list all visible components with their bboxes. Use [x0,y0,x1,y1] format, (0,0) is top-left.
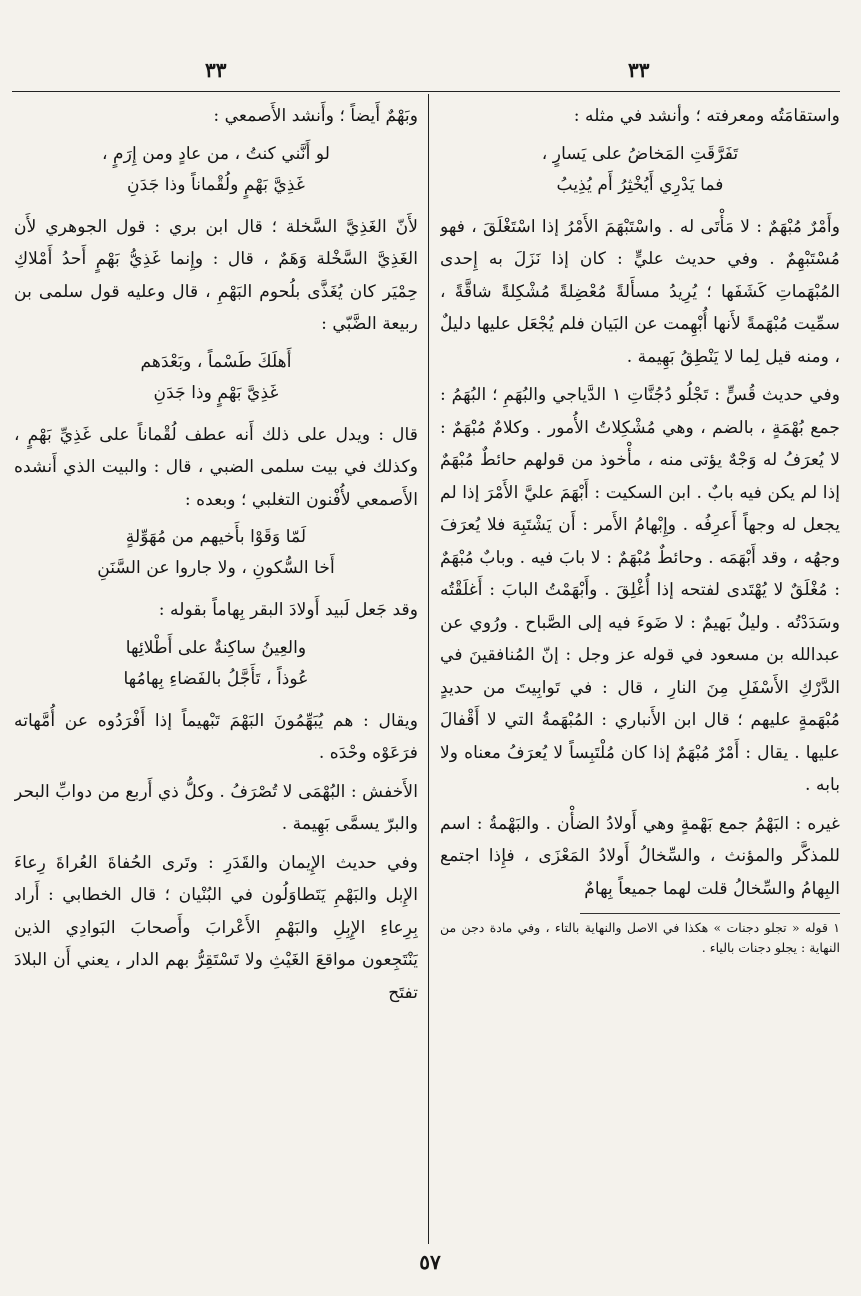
column-divider [428,94,429,1244]
paragraph: ويقال : هم يُبَهِّمُونَ البَهْمَ تَبْهيماً إذا أَفْرَدُوه عن أُمَّهاته فرَعَوْه وحْدَه . [14,710,418,763]
right-page-number: ٣٣ [628,58,650,82]
paragraph: وأَمْرٌ مُبْهَمٌ : لا مَأْتَى له . واسْتَبْهَمَ الأَمْرُ إذا اسْتَغْلَقَ ، فهو مُسْتَبْهِمٌ . وفي حديث عليٍّ : كان إذا نَزَلَ به إِحدى المُبْهَماتِ كَشَفَها ؛ يُرِيدُ مسأَلةً مُعْضِلةً مُشْكِلةً شاقَّةً ، سمِّيت مُبْهَمةً لأَنها أُبْهِمت عن البَيان فلم يُجْعَل عليها دليلٌ ، ومنه قيل لِما لا يَنْطِقُ بَهِيمة . [440,216,840,367]
right-column [440,100,840,1240]
paragraph: وبَهْمٌ أَيضاً ؛ وأَنشد الأَصمعي : [213,106,418,126]
paragraph: غيره : البَهْمُ جمع بَهْمةٍ وهي أَولادُ الضأْن . والبَهْمةُ : اسم للمذكَّر والمؤنث ، والسِّخالُ أَولادُ المَعْزَى ، فإِذا اجتمع البِهامُ والسِّخالُ قلت لهما جميعاً بِهامٌ [440,813,840,899]
verse [14,347,418,409]
verse-line: والعِينُ ساكِنةٌ على أَطْلائِها [125,637,307,658]
paragraph: لأَنّ الغَذِيَّ السَّخلة ؛ قال ابن بري : قول الجوهري لأَن الغَذِيَّ السَّخْلة وَهَمٌ ، قال : وإِنما غَذِيُّ بَهْمٍ أَحدُ أَمْلاكِ حِمْيَر كان يُغَذَّى بلُحوم البَهْمِ ، قال وعليه قول سلمى بن ربيعة الضَّبّي : [14,216,418,334]
verse-line: لو أَنَّني كنتُ ، من عادٍ ومن إِرَمٍ ، [102,143,330,164]
verse-line: غَذِيَّ بَهْمٍ ولُقْماناً وذا جَدَنِ [127,174,305,195]
verse [14,633,418,695]
verse-line: غَذِيَّ بَهْمٍ وذا جَدَنِ [153,382,279,403]
header-rule [12,91,840,92]
paragraph: وقد جَعل لَبيد أَولادَ البقر بِهاماً بقوله : [158,600,418,620]
footnote: ١ قوله « تجلو دجنات » هكذا في الاصل والنهاية بالتاء ، وفي مادة دجن من النهاية : يجلو دجنات بالياء . [440,920,840,955]
verse-line: تَفَرَّقَتِ المَخاضُ على يَسارٍ ، [541,143,739,164]
verse [440,139,840,201]
verse-line: لَمّا وَقَوْا بأَخيهم من مُهَوِّلةٍ [125,527,307,547]
paragraph: قال : ويدل على ذلك أَنه عطف لُقْماناً على غَذِيِّ بَهْمٍ ، وكذلك في بيت سلمى الضبي ، قال : والبيت الذي أَنشده الأَصمعي لأُفْنون التغلبي ؛ وبعده : [14,424,418,510]
paragraph: وفي حديث قُسٍّ : تَجْلُو دُجُنَّاتِ ١ الدَّياجي والبُهَمِ ؛ البُهَمُ : جمع بُهْمَةٍ ، بالضم ، وهي مُشْكِلاتُ الأُمور . وكلامٌ مُبْهَمٌ : لا يُعرَفُ له وَجْهٌ يؤتى منه ، مأْخوذ من قولهم حائطٌ مُبْهَمٌ إذا لم يكن فيه بابٌ . ابن السكيت : أَبْهَمَ عليَّ الأَمْرَ إذا لم يجعل له وجهاً أَعرِفُه . وإِبْهامُ الأَمر : أَن يَشْتَبِهَ فلا يُعرَفَ وجهُه ، وقد أَبْهَمَه . وحائطٌ مُبْهَمٌ : لا بابَ فيه . وبابٌ مُبْهَمٌ : مُغْلَقٌ لا يُهْتَدى لفتحه إذا أُغْلِقَ . وأَبْهَمْتُ البابَ : أَغلَقْتُه وسَدَدْتُه . وليلٌ بَهيمٌ : لا ضَوءَ فيه إلى الصَّباح . ورُوي عن عبدالله بن مسعود في قوله عز وجل : إنّ المُنافقينَ في الدَّرْكِ الأَسْفَلِ مِنَ النارِ ، قال : في تَوابِيتَ من حديدٍ مُبْهَمةٍ عليهم ؛ قال ابن الأَنباري : المُبْهَمةُ التي لا أَقْفالَ عليها . يقال : أَمْرٌ مُبْهَمٌ إذا كان مُلْتَبِساً لا يُعرَفُ معناه ولا بابه . [440,385,840,795]
verse-line: فما يَدْرِي أَيُخْثِرُ أَم يُذِيبُ [556,174,724,195]
paragraph: الأَخفش : البُهْمَى لا تُصْرَفُ . وكلُّ ذي أَربع من دوابِّ البحر والبرّ يسمَّى بَهِيمة . [14,781,418,834]
footnote-rule [580,913,840,914]
left-page-number: ٣٣ [205,58,227,82]
folio-number: ٥٧ [419,1250,441,1274]
verse-line: أَخا السُّكونِ ، ولا جاروا عن السَّنَنِ [97,558,335,578]
paragraph: وفي حديث الإِيمان والقَدَرِ : وتَرى الحُفاةَ العُراةَ رِعاءَ الإِبل والبَهْمِ يَتَطاوَلُون في البُنْيان ؛ قال الخطابي : أَراد بِرِعاءِ الإِبِلِ والبَهْمِ الأَعْرابَ وأَصحابَ البَوادِي الذين يَنْتَجِعون مواقعَ الغَيْثِ ولا تَسْتَقِرُّ بهم الدار ، يعني أَن البلادَ تفتَح [14,852,418,1003]
verse-line: عُوذاً ، تَأَجَّلُ بالفَضاءِ بِهامُها [123,668,309,689]
verse [14,139,418,201]
left-column [14,100,418,1240]
verse-line: أَهلَكَ طَسْماً ، وبَعْدَهم [140,351,292,372]
verse [14,522,418,584]
paragraph: واستقامَتُه ومعرفته ؛ وأنشد في مثله : [573,106,840,126]
